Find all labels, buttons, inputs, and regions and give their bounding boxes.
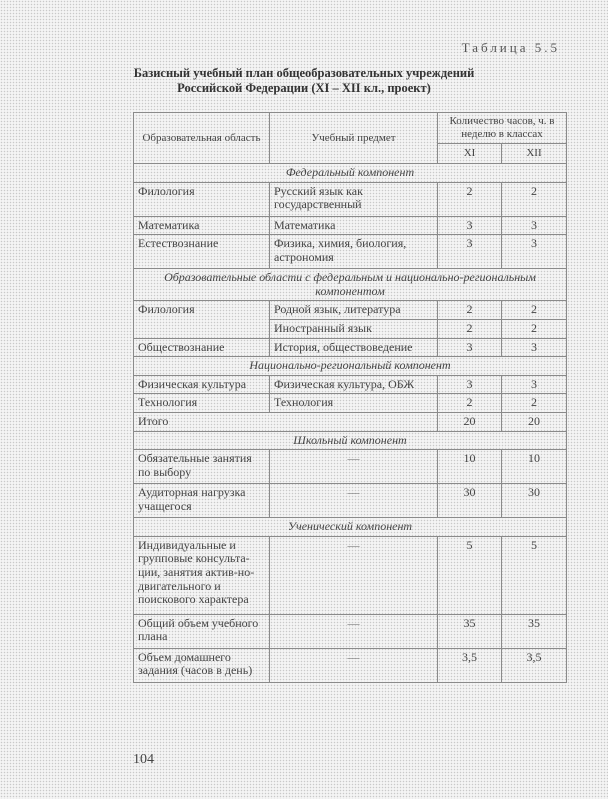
table-number: Таблица 5.5	[461, 40, 560, 55]
section-mixed	[134, 269, 567, 301]
table-row	[134, 648, 567, 682]
subject-cell: —	[270, 536, 438, 614]
table-title	[0, 66, 608, 96]
hours-xi-cell: 35	[438, 614, 502, 648]
subject-cell: Иностранный язык	[270, 319, 438, 338]
table-row	[134, 614, 567, 648]
area-cell: Индивидуальные и групповые консульта-ции, занятия актив-но-двигательного и поискового характера	[134, 536, 270, 614]
hours-xii-cell: 3	[502, 216, 567, 235]
hours-xii-cell: 3	[502, 235, 567, 269]
hours-xi-cell: 3,5	[438, 648, 502, 682]
header-area: Образовательная область	[134, 113, 270, 164]
hours-xii-cell: 2	[502, 182, 567, 216]
subject-cell: Математика	[270, 216, 438, 235]
area-cell: Математика	[134, 216, 270, 235]
area-cell: Технология	[134, 394, 270, 413]
subject-cell: Родной язык, литература	[270, 301, 438, 320]
page-number: 104	[133, 752, 154, 767]
area-cell: Обязательные занятия по выбору	[134, 450, 270, 484]
table-row	[134, 182, 567, 216]
table-row	[134, 484, 567, 518]
hours-xi-cell: 2	[438, 394, 502, 413]
area-cell: Филология	[134, 182, 270, 216]
area-cell: Обществознание	[134, 338, 270, 357]
section-title: Национально-региональный компонент	[134, 357, 567, 376]
hours-xi-cell: 20	[438, 412, 502, 431]
table-row	[134, 536, 567, 614]
title-line-2: Российской Федерации (XI – XII кл., проект)	[177, 81, 431, 95]
hours-xii-cell: 5	[502, 536, 567, 614]
hours-xii-cell: 20	[502, 412, 567, 431]
total-row	[134, 412, 567, 431]
section-title: Федеральный компонент	[134, 164, 567, 183]
hours-xii-cell: 2	[502, 394, 567, 413]
total-label: Итого	[134, 412, 438, 431]
subject-cell: История, обществоведение	[270, 338, 438, 357]
subject-cell: —	[270, 614, 438, 648]
section-title: Ученический компонент	[134, 518, 567, 537]
hours-xii-cell: 30	[502, 484, 567, 518]
hours-xi-cell: 3	[438, 338, 502, 357]
subject-cell: Русский язык как государственный	[270, 182, 438, 216]
subject-cell: Физика, химия, биология, астрономия	[270, 235, 438, 269]
area-cell: Физическая культура	[134, 375, 270, 394]
section-school	[134, 431, 567, 450]
hours-xi-cell: 2	[438, 319, 502, 338]
hours-xi-cell: 10	[438, 450, 502, 484]
header-subject: Учебный предмет	[270, 113, 438, 164]
area-cell: Общий объем учебного плана	[134, 614, 270, 648]
hours-xii-cell: 3,5	[502, 648, 567, 682]
hours-xi-cell: 3	[438, 235, 502, 269]
hours-xi-cell: 3	[438, 216, 502, 235]
hours-xii-cell: 3	[502, 338, 567, 357]
subject-cell: —	[270, 484, 438, 518]
subject-cell: —	[270, 450, 438, 484]
table-row	[134, 216, 567, 235]
hours-xii-cell: 2	[502, 319, 567, 338]
table-row	[134, 375, 567, 394]
section-student	[134, 518, 567, 537]
section-federal	[134, 164, 567, 183]
hours-xi-cell: 30	[438, 484, 502, 518]
area-cell: Естествознание	[134, 235, 270, 269]
hours-xi-cell: 2	[438, 301, 502, 320]
area-cell: Аудиторная нагрузка учащегося	[134, 484, 270, 518]
hours-xii-cell: 10	[502, 450, 567, 484]
subject-cell: —	[270, 648, 438, 682]
table-row	[134, 338, 567, 357]
section-title: Школьный компонент	[134, 431, 567, 450]
curriculum-table	[133, 112, 567, 683]
section-title: Образовательные области с федеральным и национально-региональным компонентом	[134, 269, 567, 301]
section-regional	[134, 357, 567, 376]
header-hours: Количество часов, ч. в неделю в классах	[438, 113, 567, 144]
header-grade-xi: XI	[438, 144, 502, 164]
hours-xii-cell: 2	[502, 301, 567, 320]
header-row	[134, 113, 567, 144]
header-grade-xii: XII	[502, 144, 567, 164]
table-row	[134, 235, 567, 269]
table-row	[134, 301, 567, 320]
area-cell: Филология	[134, 301, 270, 338]
table-row	[134, 394, 567, 413]
table-row	[134, 450, 567, 484]
subject-cell: Физическая культура, ОБЖ	[270, 375, 438, 394]
hours-xi-cell: 3	[438, 375, 502, 394]
area-cell: Объем домашнего задания (часов в день)	[134, 648, 270, 682]
hours-xi-cell: 2	[438, 182, 502, 216]
title-line-1: Базисный учебный план общеобразовательных учреждений	[133, 66, 475, 80]
hours-xii-cell: 35	[502, 614, 567, 648]
subject-cell: Технология	[270, 394, 438, 413]
hours-xi-cell: 5	[438, 536, 502, 614]
hours-xii-cell: 3	[502, 375, 567, 394]
